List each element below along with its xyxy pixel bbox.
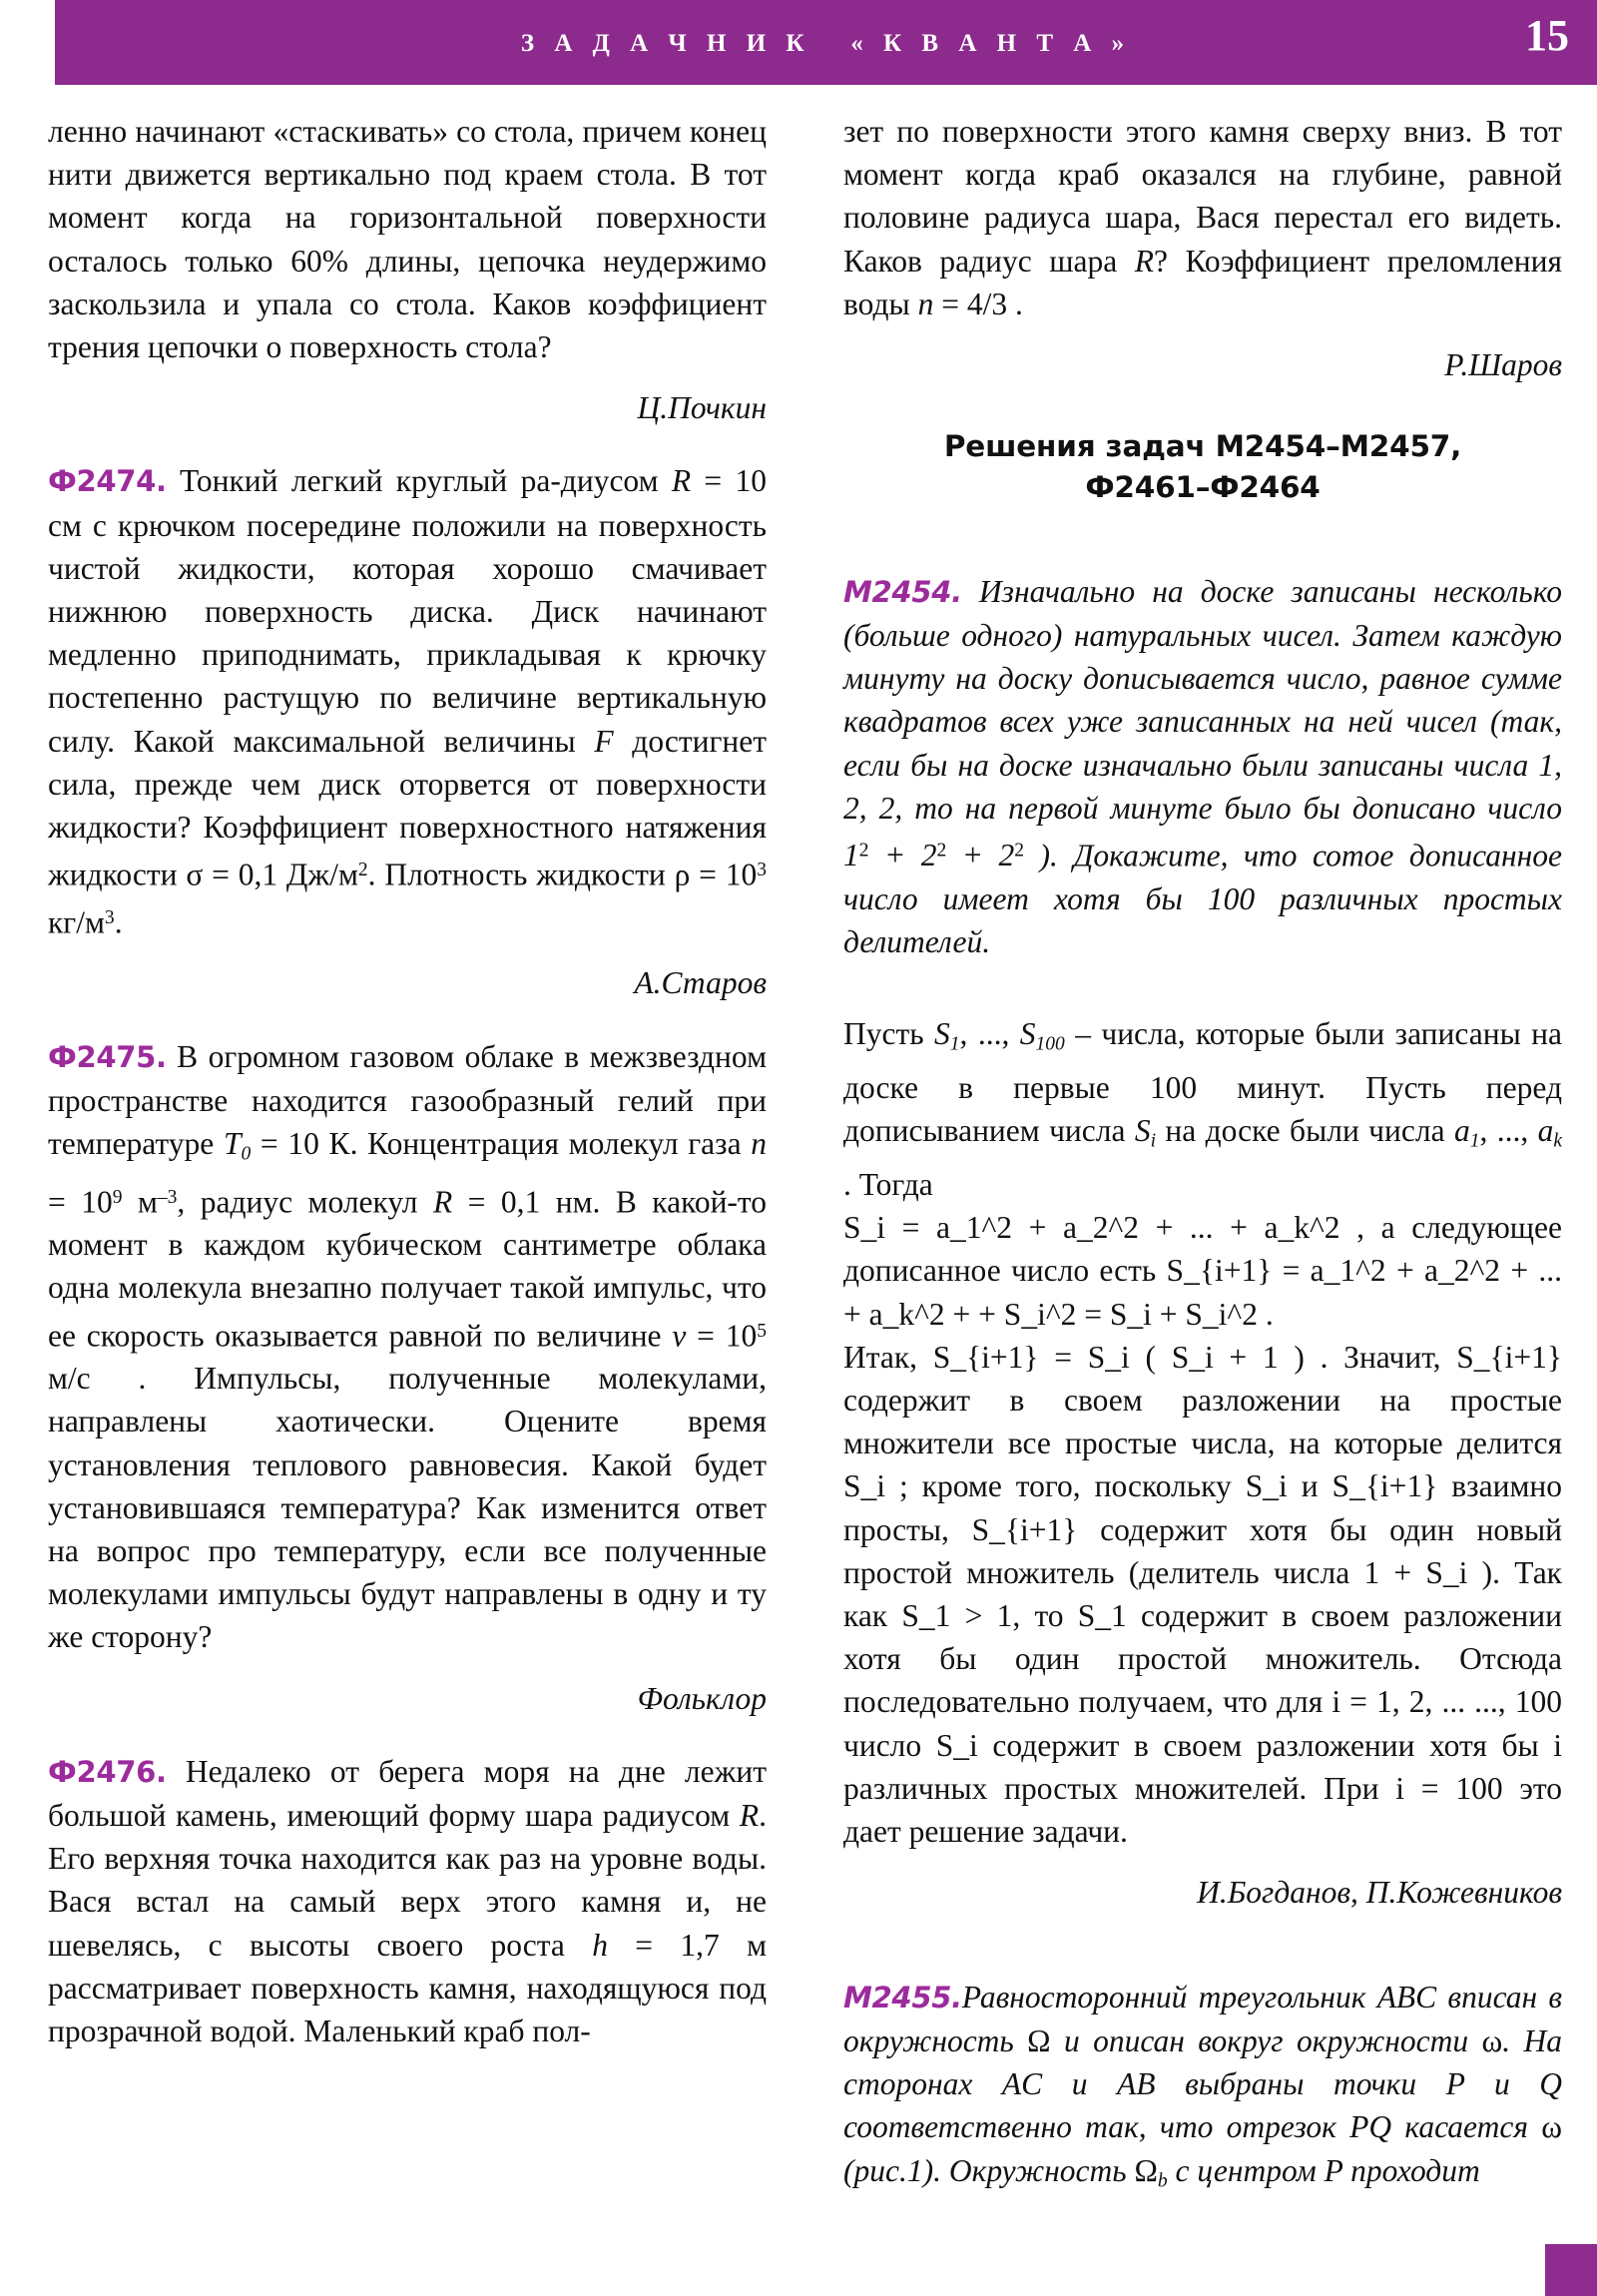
- f2475-exp-m3: –3: [157, 1186, 178, 1208]
- spacer: [48, 1005, 767, 1035]
- left-column: [48, 110, 767, 2052]
- page-number: 15: [1525, 11, 1569, 60]
- sol-sub-i: i: [1150, 1130, 1157, 1152]
- f2475-exp-5: 5: [757, 1320, 768, 1342]
- right-cont-text-2: ? Коэффициент преломления воды: [843, 243, 1562, 321]
- m2455-P: P: [1445, 2066, 1465, 2102]
- m2454-solution-part1: [843, 1012, 1562, 1206]
- m2455-symbol-omega: ω: [1481, 2023, 1503, 2059]
- m2454-solution-part2: Итак, S_{i+1} = S_i ( S_i + 1 ) . Значит, S_{i+1} содержит в своем разложении на простые множители все простые числа, на которые делится S_i ; кроме того, поскольку S_i и S_{i+1} взаимно просты, S_{i+1} содержит хотя бы один новый простой множитель (делитель числа 1 + S_i ). Так как S_1 > 1, то S_1 содержит в своем разложении хотя бы один простой множитель. Отсюда последовательно получаем, что для i = 1, 2, ... ..., 100 число S_i содержит в своем разложении хотя бы i различных простых множителей. При i = 100 это дает решение задачи.: [843, 1339, 1562, 1849]
- m2455-t11: с центром: [1167, 2152, 1325, 2188]
- spacer: [48, 429, 767, 459]
- f2474-text-2: = 10 см с крючком посередине положили на поверхность чистой жидкости, которая хорошо смачивает нижнюю поверхность диска. Диск начинают медленно приподнимать, прикладывая к крючку постепенно растущую по величине вертикальную силу. Какой максимальной величины: [48, 463, 768, 759]
- sol-var-ak: a: [1537, 1113, 1554, 1149]
- m2455-symbol-omega-2: ω: [1541, 2109, 1562, 2145]
- m2455-t12: проходит: [1342, 2152, 1480, 2188]
- f2475-text-5: , радиус молекул: [177, 1184, 433, 1219]
- m2455-t6: выбраны точки: [1155, 2066, 1446, 2102]
- f2474-text-6: = 10: [690, 857, 758, 892]
- page-title: З А Д А Ч Н И К « К В А Н Т А »: [520, 30, 1132, 57]
- m2455-AC: AC: [1001, 2066, 1043, 2102]
- problem-f2476: [48, 1750, 767, 2052]
- spacer: [843, 325, 1562, 343]
- spacer: [48, 1659, 767, 1677]
- f2475-text-3: = 10: [48, 1184, 113, 1219]
- byline-bogdanov-kozhevnikov: И.Богданов, П.Кожевников: [1197, 1875, 1562, 1911]
- m2455-P2: P: [1324, 2152, 1343, 2188]
- m2455-AB: AB: [1117, 2066, 1156, 2102]
- m2454-solution-equation-line: S_i = a_1^2 + a_2^2 + ... + a_k^2 , а следующее дописанное число есть S_{i+1} = a_1^2 + a_2^2 + ... + a_k^2 + + S_i^2 = S_i + S_i^2 .: [843, 1210, 1562, 1332]
- byline-sharov: Р.Шаров: [1444, 347, 1562, 383]
- m2454-f-sup-c: 2: [1014, 840, 1025, 861]
- spacer: [843, 994, 1562, 1012]
- f2474-var-R: R: [671, 463, 692, 499]
- sol-t3: – числа, которые были записаны на доске в первые 100 минут. Пусть перед дописыванием числа: [843, 1016, 1562, 1149]
- m2455-t4: . На сторонах: [843, 2023, 1562, 2102]
- f2476-text-3: = 1,7 м рассматривает поверхность камня, находящуюся под прозрачной водой. Маленький краб пол-: [48, 1927, 768, 2049]
- problem-number-f2476: Ф2476.: [48, 1754, 167, 1789]
- m2455-t7: и: [1464, 2066, 1540, 2102]
- sol-var-S100: S: [1019, 1016, 1036, 1052]
- m2454-f-3: + 2: [946, 838, 1015, 873]
- f2476-var-h: h: [592, 1927, 608, 1963]
- m2455-symbol-Omega-b: Ω: [1134, 2152, 1158, 2188]
- spacer: [48, 1720, 767, 1750]
- spacer: [843, 1914, 1562, 1944]
- right-column: [843, 110, 1562, 2234]
- right-cont-var-n: n: [917, 286, 934, 321]
- problem-number-f2474: Ф2474.: [48, 464, 167, 499]
- m2454-stmt-1: Изначально на доске записаны несколько (больше одного) натуральных чисел. Затем каждую минуту на доску дописывается число, равное сумме квадратов всех уже записанных на ней чисел (так, если бы на доске изначально были записаны числа 1, 2, 2, то на первой минуте было бы дописано число: [843, 573, 1562, 826]
- m2455-t3: и описан вокруг окружности: [1050, 2023, 1482, 2059]
- f2474-exp-3: 3: [757, 860, 767, 881]
- m2455-sub-b: b: [1157, 2170, 1168, 2192]
- byline-folklor: Фольклор: [637, 1680, 767, 1716]
- f2476-text-2: . Его верхняя точка находится как раз на уровне воды. Вася встал на самый верх этого камня и, не шевелясь, с высоты своего роста: [48, 1798, 767, 1963]
- f2475-text-8: м/с . Импульсы, полученные молекулами, направлены хаотически. Оцените время установления теплового равновесия. Какой будет установившаяся температура? Как изменится ответ на вопрос про температуру, если все полученные молекулами импульсы будут направлены в одну и ту же сторону?: [48, 1361, 767, 1655]
- solutions-section-heading-line2: Ф2461–Ф2464: [1085, 470, 1321, 505]
- right-cont-var-R: R: [1134, 243, 1154, 279]
- decorative-corner-square: [1545, 2244, 1597, 2296]
- spacer: [843, 386, 1562, 426]
- spacer: [48, 368, 767, 386]
- f2474-symbol-sigma: σ: [186, 857, 204, 892]
- sol-sub-100: 100: [1035, 1033, 1065, 1055]
- sol-var-S1: S: [934, 1016, 950, 1052]
- continued-problem-paragraph: ленно начинают «стаскивать» со стола, причем конец нити движется вертикально под краем стола. В тот момент когда на горизонтальной поверхности осталось только 60% длины, цепочка неудержимо заскользила и упала со стола. Каков коэффициент трения цепочки о поверхность стола?: [48, 114, 767, 365]
- m2455-t5: и: [1042, 2066, 1118, 2102]
- m2454-f-sup-b: 2: [936, 840, 947, 861]
- f2474-exp-3b: 3: [104, 906, 115, 928]
- m2455-t2: вписан в окружность: [843, 1979, 1562, 2059]
- problem-f2474: [48, 459, 767, 943]
- sol-var-Si: S: [1134, 1113, 1151, 1149]
- problem-number-f2475: Ф2475.: [48, 1039, 167, 1074]
- m2455-symbol-Omega: Ω: [1027, 2023, 1051, 2059]
- problem-m2455-statement: [843, 1976, 1562, 2202]
- f2475-text-2: = 10 К. Концентрация молекул газа: [251, 1125, 752, 1161]
- page-body: [0, 110, 1597, 2296]
- problem-number-m2454: М2454.: [843, 574, 962, 609]
- sol-t2: , ...,: [959, 1016, 1020, 1052]
- m2455-t10: (рис.1). Окружность: [843, 2152, 1135, 2188]
- sol-t4: на доске были числа: [1156, 1113, 1454, 1149]
- spacer: [48, 943, 767, 961]
- f2474-exp-2: 2: [357, 860, 368, 881]
- sol-sub-a1: 1: [1469, 1130, 1480, 1152]
- byline-pochkin: Ц.Почкин: [637, 390, 767, 426]
- f2475-var-v: v: [672, 1317, 687, 1353]
- right-cont-text-3: = 4/3 .: [933, 286, 1023, 321]
- f2474-symbol-rho: ρ: [674, 857, 691, 892]
- f2475-var-T: T: [223, 1125, 242, 1161]
- m2455-t1: Равносторонний треугольник: [961, 1979, 1377, 2014]
- sol-sub-1: 1: [949, 1033, 960, 1055]
- sol-t6: . Тогда: [843, 1166, 933, 1202]
- f2475-var-n: n: [751, 1125, 767, 1161]
- f2475-text-6: = 0,1 нм. В какой-то момент в каждом кубическом сантиметре облака одна молекула внезапно получает такой импульс, что ее скорость оказывается равной по величине: [48, 1184, 768, 1353]
- m2454-formula: [843, 838, 1024, 872]
- f2474-var-F: F: [594, 723, 614, 759]
- f2475-text-4: м: [122, 1184, 158, 1219]
- m2455-t8: соответственно так, что отрезок: [843, 2109, 1350, 2145]
- continued-problem-paragraph-right: [843, 110, 1562, 325]
- f2476-text-1: Недалеко от берега моря на дне лежит большой камень, имеющий форму шара радиусом: [48, 1753, 767, 1833]
- f2475-var-R: R: [432, 1184, 453, 1219]
- f2474-text-5: . Плотность жидкости: [367, 857, 675, 892]
- problem-f2475: [48, 1035, 767, 1659]
- m2455-PQ: PQ: [1349, 2109, 1392, 2145]
- f2474-text-7: кг/м: [48, 904, 105, 940]
- m2454-f-sup-a: 2: [858, 840, 869, 861]
- solutions-section-heading-line1: Решения задач М2454–М2457,: [943, 429, 1462, 464]
- f2475-sub-0: 0: [241, 1143, 252, 1165]
- m2455-t9: касается: [1391, 2109, 1542, 2145]
- problem-m2454-statement: [843, 570, 1562, 963]
- problem-number-m2455: М2455.: [843, 1980, 962, 2014]
- sol-var-a1: a: [1453, 1113, 1470, 1149]
- f2474-text-3: достигнет сила, прежде чем диск оторвется от поверхности жидкости? Коэффициент поверхностного натяжения жидкости: [48, 723, 767, 892]
- m2455-ABC: ABC: [1376, 1979, 1437, 2014]
- page-header-band: [55, 0, 1597, 85]
- sol-sub-ak: k: [1553, 1130, 1562, 1152]
- right-cont-text-1: зет по поверхности этого камня сверху вниз. В тот момент когда краб оказался на глубине, равной половине радиуса шара, Вася перестал его видеть. Каков радиус шара: [843, 114, 1562, 279]
- m2454-f-1: 1: [843, 838, 859, 873]
- f2474-text-1: Тонкий легкий круглый ра-диусом: [166, 463, 672, 499]
- sol-t5: , ...,: [1479, 1113, 1538, 1149]
- byline-starov: А.Старов: [634, 965, 767, 1001]
- f2474-text-4: = 0,1 Дж/м: [203, 857, 358, 892]
- sol-t1: Пусть: [843, 1016, 935, 1052]
- f2475-text-7: = 10: [686, 1317, 758, 1353]
- m2455-Q: Q: [1539, 2066, 1563, 2102]
- m2454-stmt-2: ). Докажите, что сотое дописанное число имеет хотя бы 100 различных простых делителей.: [843, 838, 1562, 959]
- f2476-var-R: R: [739, 1798, 760, 1833]
- m2454-f-2: + 2: [868, 838, 937, 873]
- f2475-exp-9: 9: [112, 1186, 123, 1208]
- spacer: [843, 1853, 1562, 1871]
- spacer: [843, 508, 1562, 538]
- f2475-text-1: В огромном газовом облаке в межзвездном пространстве находится газообразный гелий при температуре: [48, 1038, 767, 1161]
- f2474-text-8: .: [114, 904, 123, 940]
